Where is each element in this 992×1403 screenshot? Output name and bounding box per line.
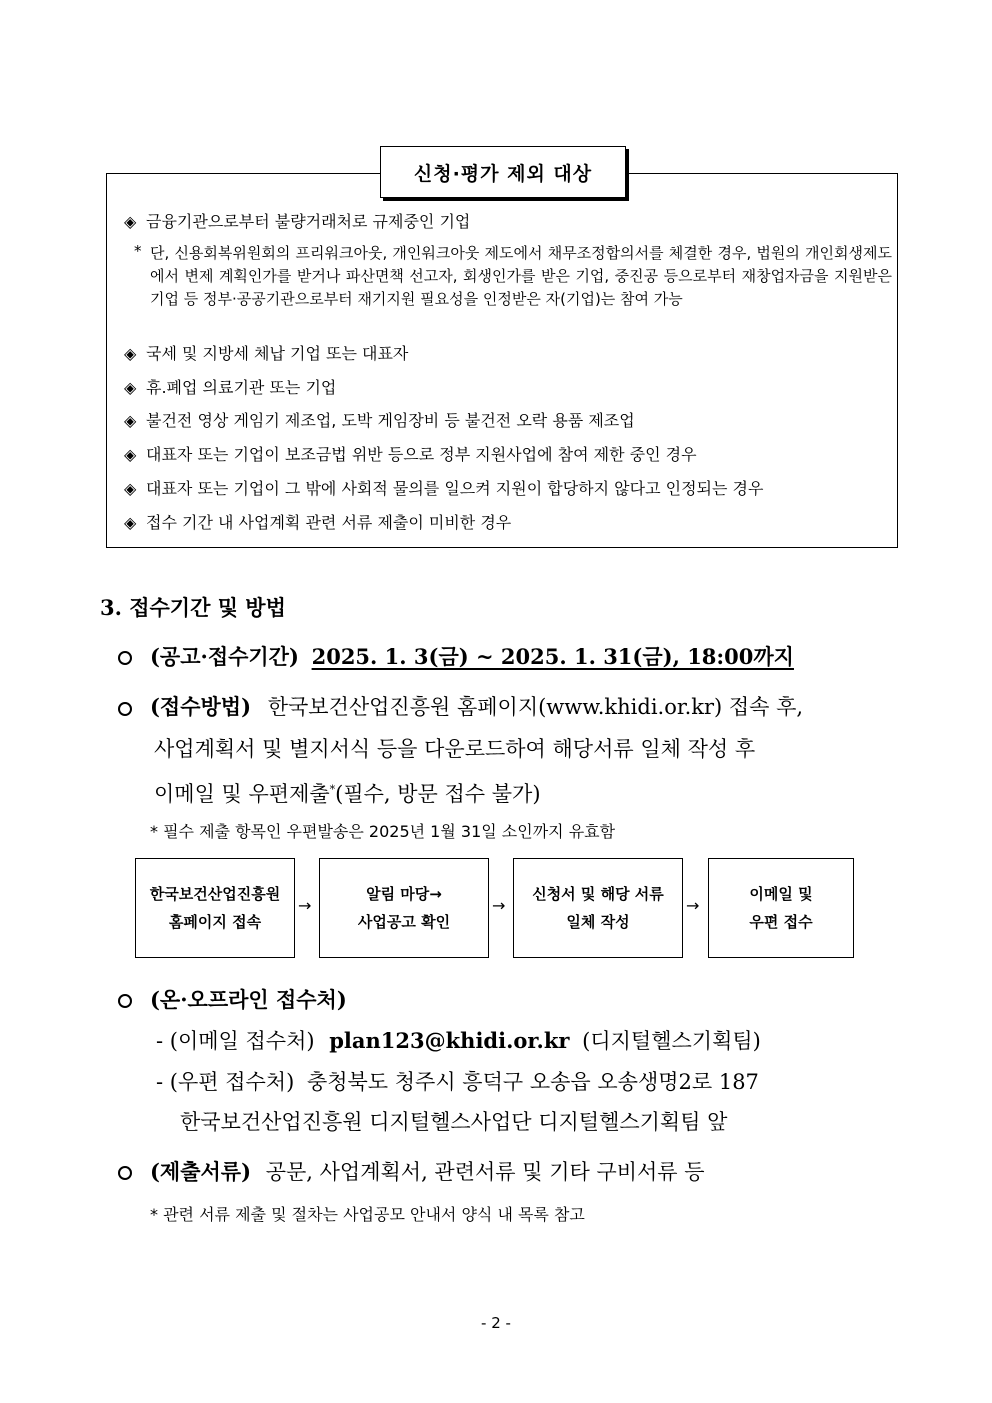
flow-step-4: 이메일 및 우편 접수 — [708, 858, 854, 958]
period-label: (공고·접수기간) — [150, 644, 299, 669]
page-number: - 2 - — [481, 1314, 511, 1332]
exclusion-title: 신청·평가 제외 대상 — [380, 146, 626, 198]
circle-bullet-icon — [118, 994, 132, 1008]
circle-bullet-icon — [118, 1166, 132, 1180]
exclusion-item: ◈ 대표자 또는 기업이 그 밖에 사회적 물의를 일으켜 지원이 합당하지 않다고 인정되는 경우 — [124, 479, 764, 498]
online-label: (온·오프라인 접수처) — [150, 987, 347, 1012]
diamond-bullet-icon: ◈ — [124, 513, 137, 532]
flow-arrow-icon: → — [492, 896, 506, 915]
post-line-2: 한국보건산업진흥원 디지털헬스사업단 디지털헬스기획팀 앞 — [180, 1110, 728, 1134]
diamond-bullet-icon: ◈ — [124, 344, 137, 363]
flow-arrow-icon: → — [686, 896, 700, 915]
docs-line: (제출서류) 공문, 사업계획서, 관련서류 및 기타 구비서류 등 — [150, 1159, 705, 1184]
method-label: (접수방법) — [150, 694, 252, 719]
exclusion-item: ◈ 휴.폐업 의료기관 또는 기업 — [124, 378, 337, 397]
method-line-1: (접수방법) 한국보건산업진흥원 홈페이지(www.khidi.or.kr) 접속 후, — [150, 694, 804, 719]
flow-step-1: 한국보건산업진흥원 홈페이지 접속 — [135, 858, 295, 958]
diamond-bullet-icon: ◈ — [124, 378, 137, 397]
method-line-3: 이메일 및 우편제출*(필수, 방문 접수 불가) — [154, 782, 541, 806]
diamond-bullet-icon: ◈ — [124, 445, 137, 464]
diamond-bullet-icon: ◈ — [124, 479, 137, 498]
note-mark: * — [134, 242, 142, 260]
diamond-bullet-icon: ◈ — [124, 411, 137, 430]
docs-label: (제출서류) — [150, 1159, 252, 1184]
docs-note: * 관련 서류 제출 및 절차는 사업공모 안내서 양식 내 목록 참고 — [150, 1205, 585, 1224]
period-line — [150, 643, 794, 671]
method-line-2: 사업계획서 및 별지서식 등을 다운로드하여 해당서류 일체 작성 후 — [154, 737, 756, 761]
circle-bullet-icon — [118, 702, 132, 716]
exclusion-item: ◈ 불건전 영상 게임기 제조업, 도박 게임장비 등 불건전 오락 용품 제조업 — [124, 411, 635, 430]
period-value: 2025. 1. 3(금) ~ 2025. 1. 31(금), 18:00까지 — [311, 644, 794, 669]
circle-bullet-icon — [118, 651, 132, 665]
flow-step-2: 알림 마당→ 사업공고 확인 — [319, 858, 489, 958]
method-note: * 필수 제출 항목인 우편발송은 2025년 1월 31일 소인까지 유효함 — [150, 822, 616, 841]
flow-step-3: 신청서 및 해당 서류 일체 작성 — [513, 858, 683, 958]
exclusion-item: ◈ 국세 및 지방세 체납 기업 또는 대표자 — [124, 344, 409, 363]
exclusion-item: ◈ 대표자 또는 기업이 보조금법 위반 등으로 정부 지원사업에 참여 제한 중인 경우 — [124, 445, 697, 464]
email-address: plan123@khidi.or.kr — [329, 1028, 570, 1053]
exclusion-item: ◈ 접수 기간 내 사업계획 관련 서류 제출이 미비한 경우 — [124, 513, 512, 532]
email-line: - (이메일 접수처) plan123@khidi.or.kr (디지털헬스기획팀) — [156, 1028, 761, 1053]
diamond-bullet-icon: ◈ — [124, 212, 137, 231]
exclusion-note: 단, 신용회복위원회의 프리워크아웃, 개인워크아웃 제도에서 채무조정합의서를 체결한 경우, 법원의 개인회생제도에서 변제 계획인가를 받거나 파산면책 선고자, 회생인가를 받은 기업, 중진공 등으로부터 재창업자금을 지원받은 기업 등 정부·공공기관으로부터 재기지원 필요성을 인정받은 자(기업)는 참여 가능 — [150, 244, 892, 308]
flow-arrow-icon: → — [298, 896, 312, 915]
section-heading: 3. 접수기간 및 방법 — [100, 595, 286, 620]
exclusion-item: ◈ 금융기관으로부터 불량거래처로 규제중인 기업 — [124, 212, 471, 231]
post-line-1: - (우편 접수처) 충청북도 청주시 흥덕구 오송읍 오송생명2로 187 — [156, 1070, 759, 1094]
